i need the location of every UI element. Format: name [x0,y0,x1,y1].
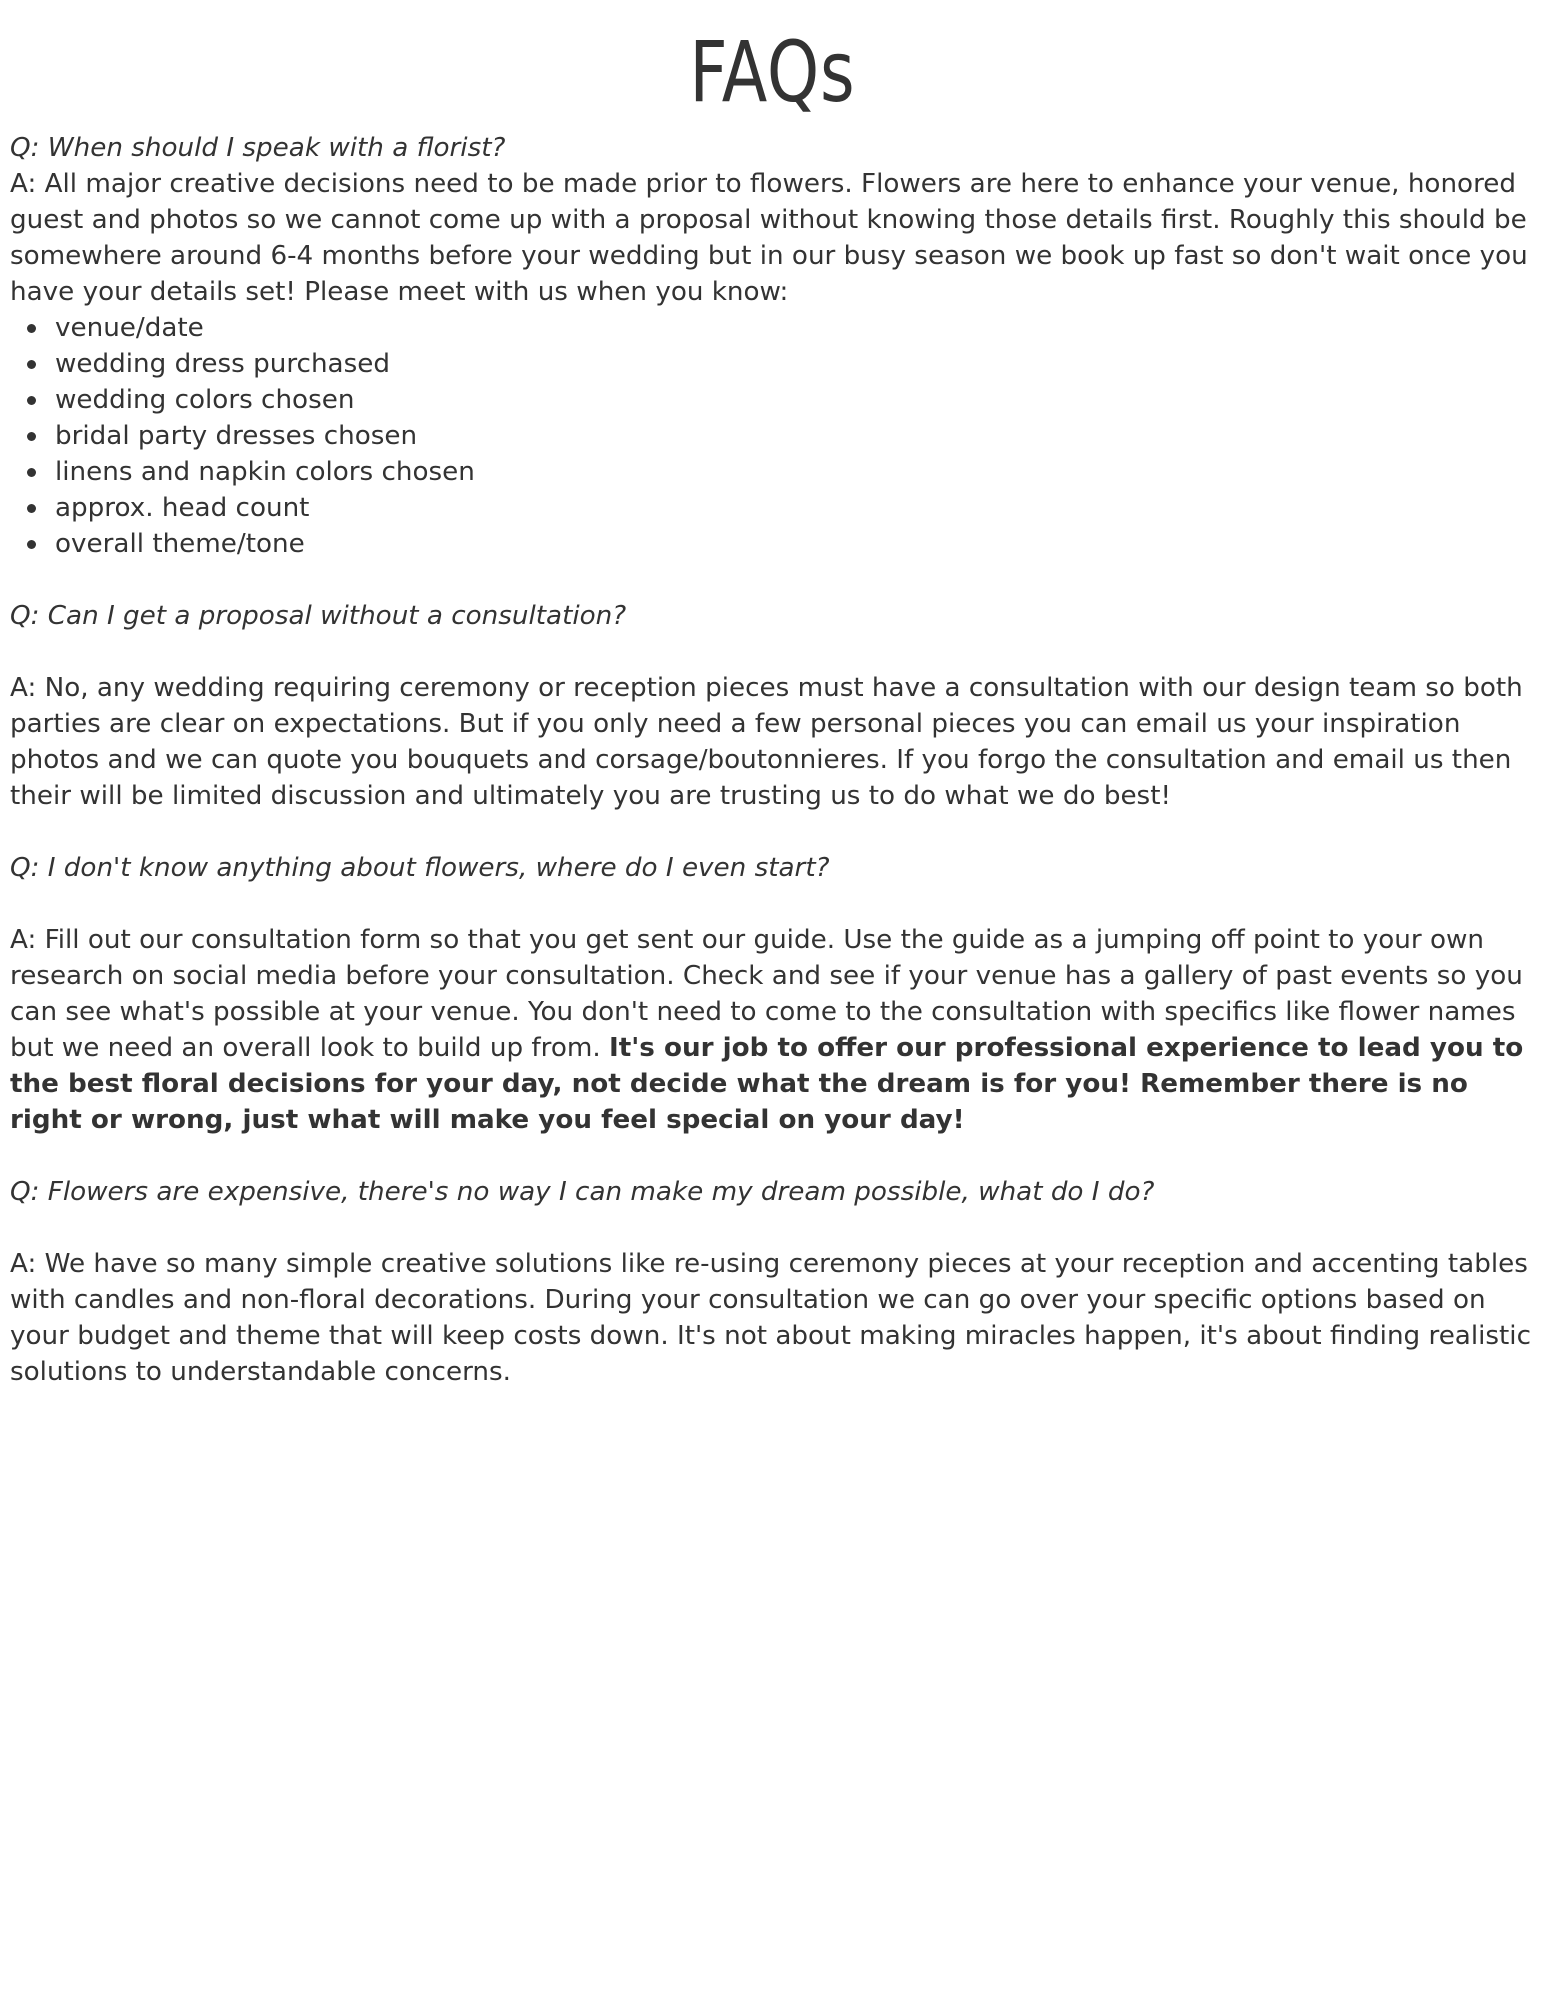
list-item: bridal party dresses chosen [55,418,1540,454]
bullet-icon [27,396,36,405]
spacer [10,886,1540,922]
spacer [10,562,1540,598]
faq-answer-4: A: We have so many simple creative solutions like re-using ceremony pieces at your reception and accenting tables with candles and non-floral decorations. During your consultation we can go over your specific options based on your budget and theme that will keep costs down. It's not about making miracles happen, it's about finding realistic solutions to understandable concerns. [10,1249,1531,1387]
faq-answer-3-text: A: Fill out our consultation form so that you get sent our guide. Use the guide as a jumping off point to your own research on social media before your consultation. Check and see if your venue has a gallery of past events so you can see what's possible at your venue. You don't need to come to the consultation with specifics like flower names but we need an overall look to build up from. [10,925,1523,1063]
details-checklist [10,310,1540,562]
list-item: wedding dress purchased [55,346,1540,382]
spacer [10,814,1540,850]
list-item: venue/date [55,310,1540,346]
list-item: approx. head count [55,490,1540,526]
page-title: FAQs [689,23,856,121]
faq-question-1: Q: When should I speak with a florist? [10,133,506,163]
faq-answer-1: A: All major creative decisions need to be made prior to flowers. Flowers are here to enhance your venue, honored guest and photos so we cannot come up with a proposal without knowing those details first. Roughly this should be somewhere around 6-4 months before your wedding but in our busy season we book up fast so don't wait once you have your details set! Please meet with us when you know: [10,169,1528,307]
faq-answer-3-emphasis: It's our job to offer our professional experience to lead you to the best floral decisions for your day, not decide what the dream is for you! Remember there is no right or wrong, just what will make you feel special on your day! [10,1033,1524,1135]
faq-question-4: Q: Flowers are expensive, there's no way I can make my dream possible, what do I do? [10,1177,1155,1207]
spacer [10,1138,1540,1174]
list-item: linens and napkin colors chosen [55,454,1540,490]
bullet-icon [27,504,36,513]
bullet-icon [27,432,36,441]
list-item: overall theme/tone [55,526,1540,562]
faq-answer-3 [10,922,1540,1138]
faq-answer-2: A: No, any wedding requiring ceremony or reception pieces must have a consultation with our design team so both parties are clear on expectations. But if you only need a few personal pieces you can email us your inspiration photos and we can quote you bouquets and corsage/boutonnieres. If you forgo the consultation and email us then their will be limited discussion and ultimately you are trusting us to do what we do best! [10,673,1523,811]
spacer [10,1210,1540,1246]
spacer [10,634,1540,670]
bullet-icon [27,468,36,477]
bullet-icon [27,360,36,369]
bullet-icon [27,324,36,333]
faq-question-3: Q: I don't know anything about flowers, where do I even start? [10,853,830,883]
faq-question-2: Q: Can I get a proposal without a consultation? [10,601,627,631]
list-item: wedding colors chosen [55,382,1540,418]
faq-content [10,130,1540,1390]
bullet-icon [27,540,36,549]
